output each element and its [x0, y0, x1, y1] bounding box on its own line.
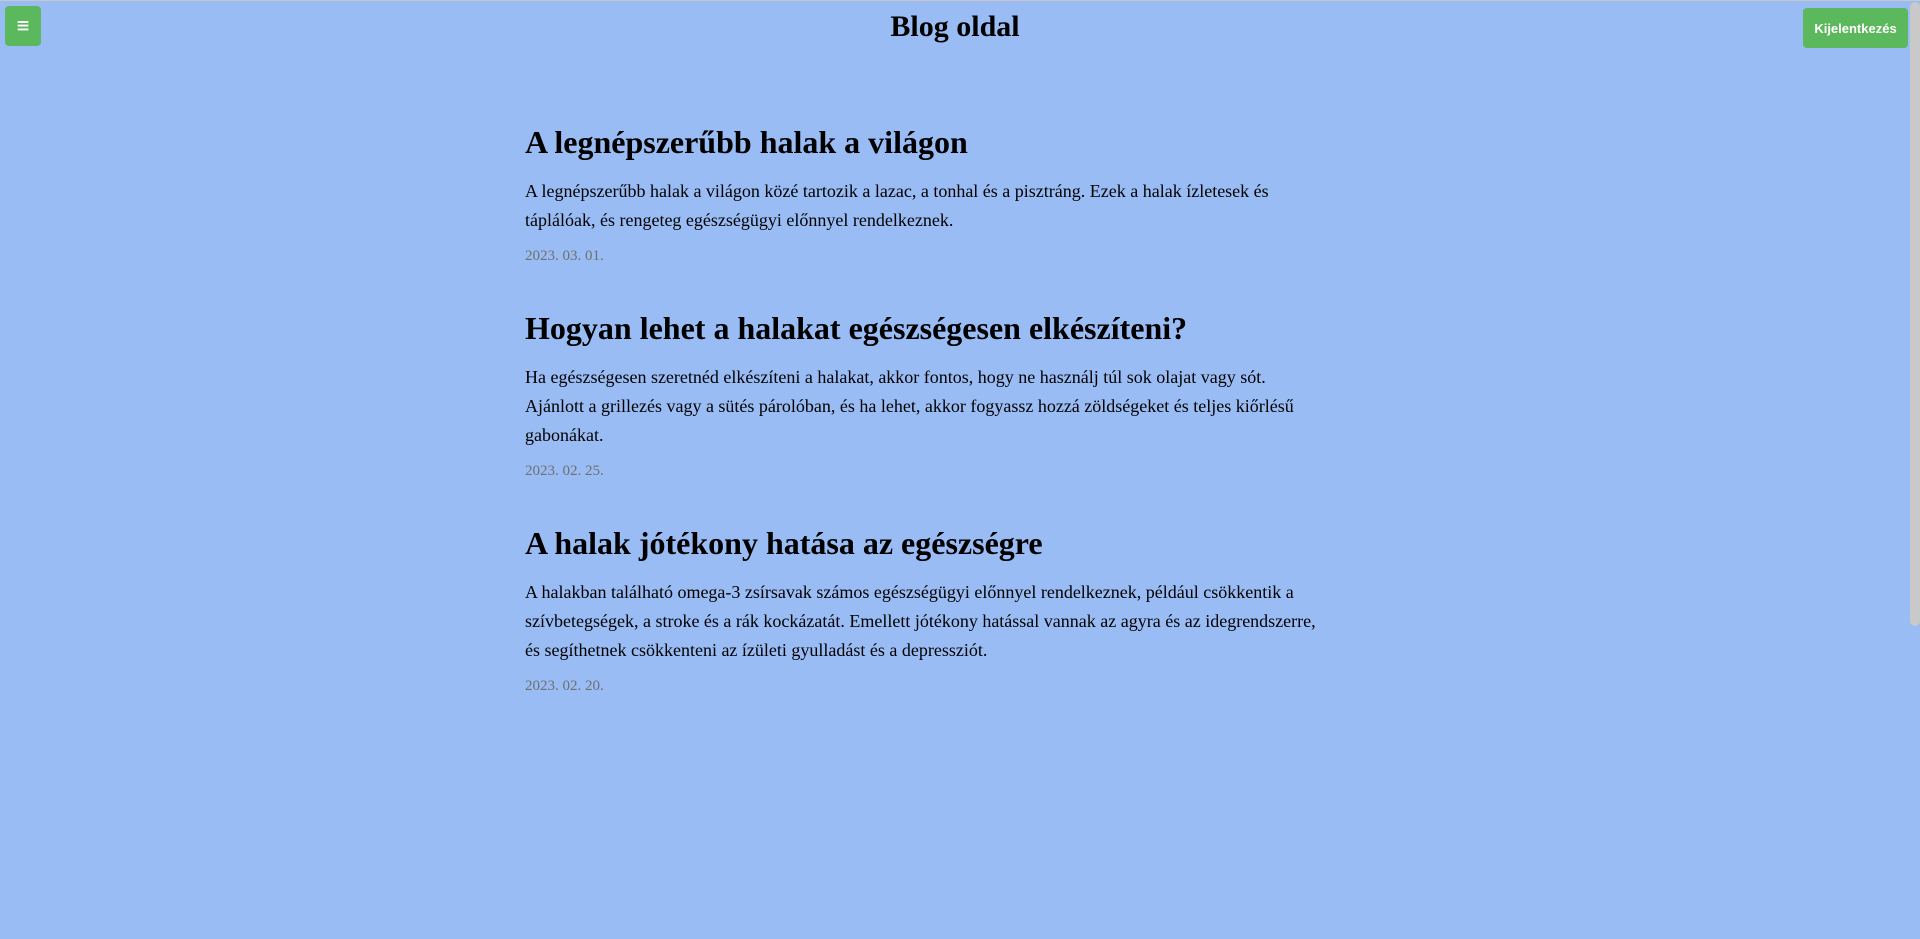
post-body: A halakban található omega-3 zsírsavak számos egészségügyi előnnyel rendelkeznek, például csökkentik a szívbetegségek, a stroke és a rák kockázatát. Emellett jótékony hatással vannak az agyra és az idegrendszerre, és segíthetnek csökkenteni az ízületi gyulladást és a depressziót.	[525, 582, 1316, 660]
logout-button[interactable]: Kijelentkezés	[1803, 8, 1908, 48]
page-title: Blog oldal	[890, 10, 1020, 43]
post-date: 2023. 02. 25.	[525, 463, 604, 479]
blog-post-list	[525, 119, 1325, 695]
post-date: 2023. 03. 01.	[525, 248, 604, 264]
post-title: A halak jótékony hatása az egészségre	[525, 525, 1043, 561]
post-date: 2023. 02. 20.	[525, 678, 604, 694]
blog-post	[525, 305, 1325, 480]
post-title: Hogyan lehet a halakat egészségesen elkészíteni?	[525, 310, 1188, 346]
blog-post	[525, 520, 1325, 695]
post-title: A legnépszerűbb halak a világon	[525, 124, 968, 160]
vertical-scrollbar[interactable]	[1910, 1, 1920, 939]
post-body: Ha egészségesen szeretnéd elkészíteni a halakat, akkor fontos, hogy ne használj túl sok olajat vagy sót. Ajánlott a grillezés vagy a sütés párolóban, és ha lehet, akkor fogyassz hozzá zöldségeket és teljes kiőrlésű gabonákat.	[525, 367, 1294, 445]
blog-post	[525, 119, 1325, 265]
scrollbar-thumb[interactable]	[1910, 2, 1920, 626]
post-body: A legnépszerűbb halak a világon közé tartozik a lazac, a tonhal és a pisztráng. Ezek a halak ízletesek és táplálóak, és rengeteg egészségügyi előnnyel rendelkeznek.	[525, 181, 1269, 230]
hamburger-menu-icon: ≡	[15, 16, 31, 36]
